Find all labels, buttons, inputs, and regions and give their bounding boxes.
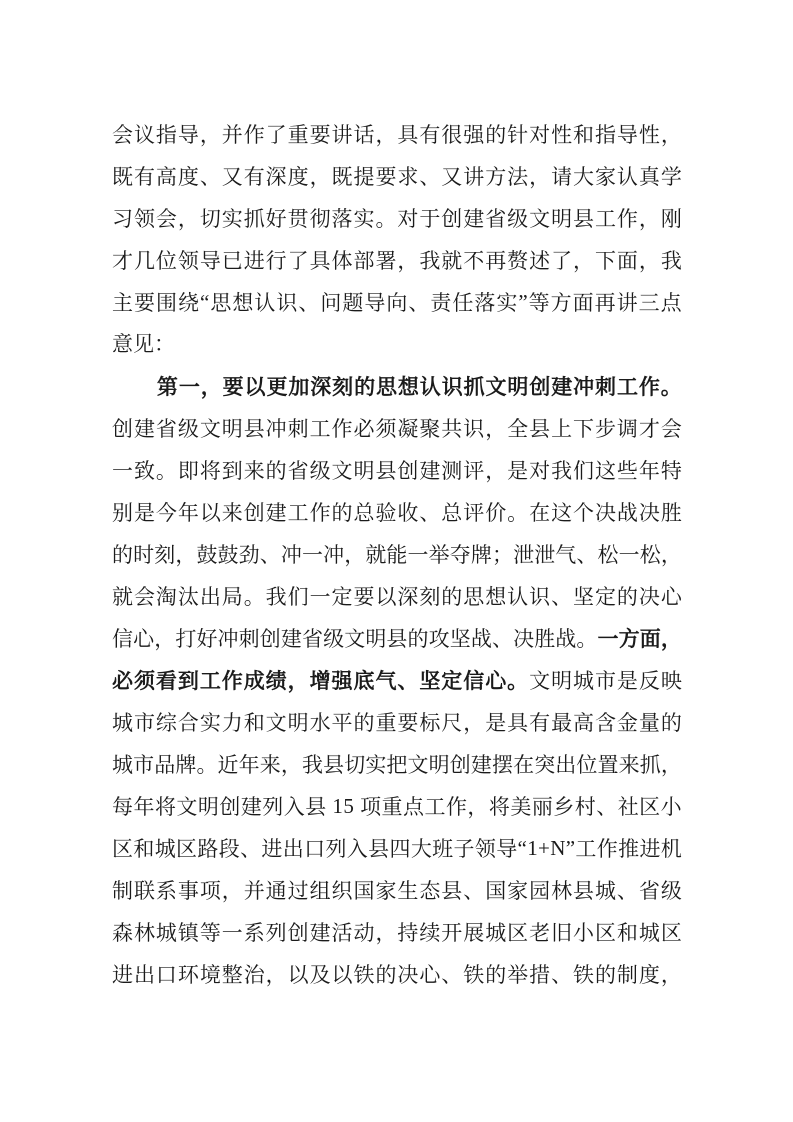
text-line: 创 建 省 级 文 明 县 冲 刺 工 作 必 须 凝 聚 共 识 ， 全 县 上 下 步 调 才 会 [112,417,682,441]
text-line: 就 会 淘 汰 出 局 。 我 们 一 定 要 以 深 刻 的 思 想 认 识 、 坚 定 的 决 心 [112,585,682,609]
text-line: 别 是 今 年 以 来 创 建 工 作 的 总 验 收 、 总 评 价 。 在 这 个 决 战 决 胜 [112,501,682,525]
text-line: 必 须 看 到 工 作 成 绩 ， 增 强 底 气 、 坚 定 信 心 。 文 明 城 市 是 反 映 [112,669,682,693]
text-line: 城 市 品 牌 。 近 年 来 ， 我 县 切 实 把 文 明 创 建 摆 在 突 出 位 置 来 抓 ， [112,753,682,777]
text-line: 进 出 口 环 境 整 治 ， 以 及 以 铁 的 决 心 、 铁 的 举 措 、 铁 的 制 度 ， [112,963,682,987]
text-line: 习 领 会 ， 切 实 抓 好 贯 彻 落 实 。 对 于 创 建 省 级 文 明 县 工 作 ， 刚 [112,207,682,231]
text-line: 每 年 将 文 明 创 建 列 入 县 1 5 项 重 点 工 作 ， 将 美 丽 乡 村 、 社 区 小 [112,793,682,819]
text-line: 制 联 系 事 项 ， 并 通 过 组 织 国 家 生 态 县 、 国 家 园 林 县 城 、 省 级 [112,879,682,903]
text-line: 一 致 。 即 将 到 来 的 省 级 文 明 县 创 建 测 评 ， 是 对 我 们 这 些 年 特 [112,459,682,483]
text-line: 既 有 高 度 、 又 有 深 度 ， 既 提 要 求 、 又 讲 方 法 ， 请 大 家 认 真 学 [112,165,682,189]
text-line: 的 时 刻 ， 鼓 鼓 劲 、 冲 一 冲 ， 就 能 一 举 夺 牌 ； 泄 泄 气 、 松 一 松 ， [112,543,682,567]
text-line: 会 议 指 导 ， 并 作 了 重 要 讲 话 ， 具 有 很 强 的 针 对 性 和 指 导 性 ， [112,123,682,147]
text-line: 森 林 城 镇 等 一 系 列 创 建 活 动 ， 持 续 开 展 城 区 老 旧 小 区 和 城 区 [112,921,682,945]
text-segment: 意见： [112,332,175,356]
text-line: 信 心 ， 打 好 冲 刺 创 建 省 级 文 明 县 的 攻 坚 战 、 决 胜 战 。 一 方 面 ， [112,627,682,651]
text-line [112,323,682,365]
text-line: 第 一 ， 要 以 更 加 深 刻 的 思 想 认 识 抓 文 明 创 建 冲 刺 工 作 。 [156,376,682,399]
text-line: 主 要 围 绕 “ 思 想 认 识 、 问 题 导 向 、 责 任 落 实 ” 等 方 面 再 讲 三 点 [112,289,682,315]
text-line: 城 市 综 合 实 力 和 文 明 水 平 的 重 要 标 尺 ， 是 具 有 最 高 含 金 量 的 [112,711,682,735]
document-body [112,113,682,995]
text-line: 才 几 位 领 导 已 进 行 了 具 体 部 署 ， 我 就 不 再 赘 述 了 ， 下 面 ， 我 [112,249,682,273]
text-line: 区 和 城 区 路 段 、 进 出 口 列 入 县 四 大 班 子 领 导 “ 1 + N ” 工 作 推 进 机 [112,835,682,861]
